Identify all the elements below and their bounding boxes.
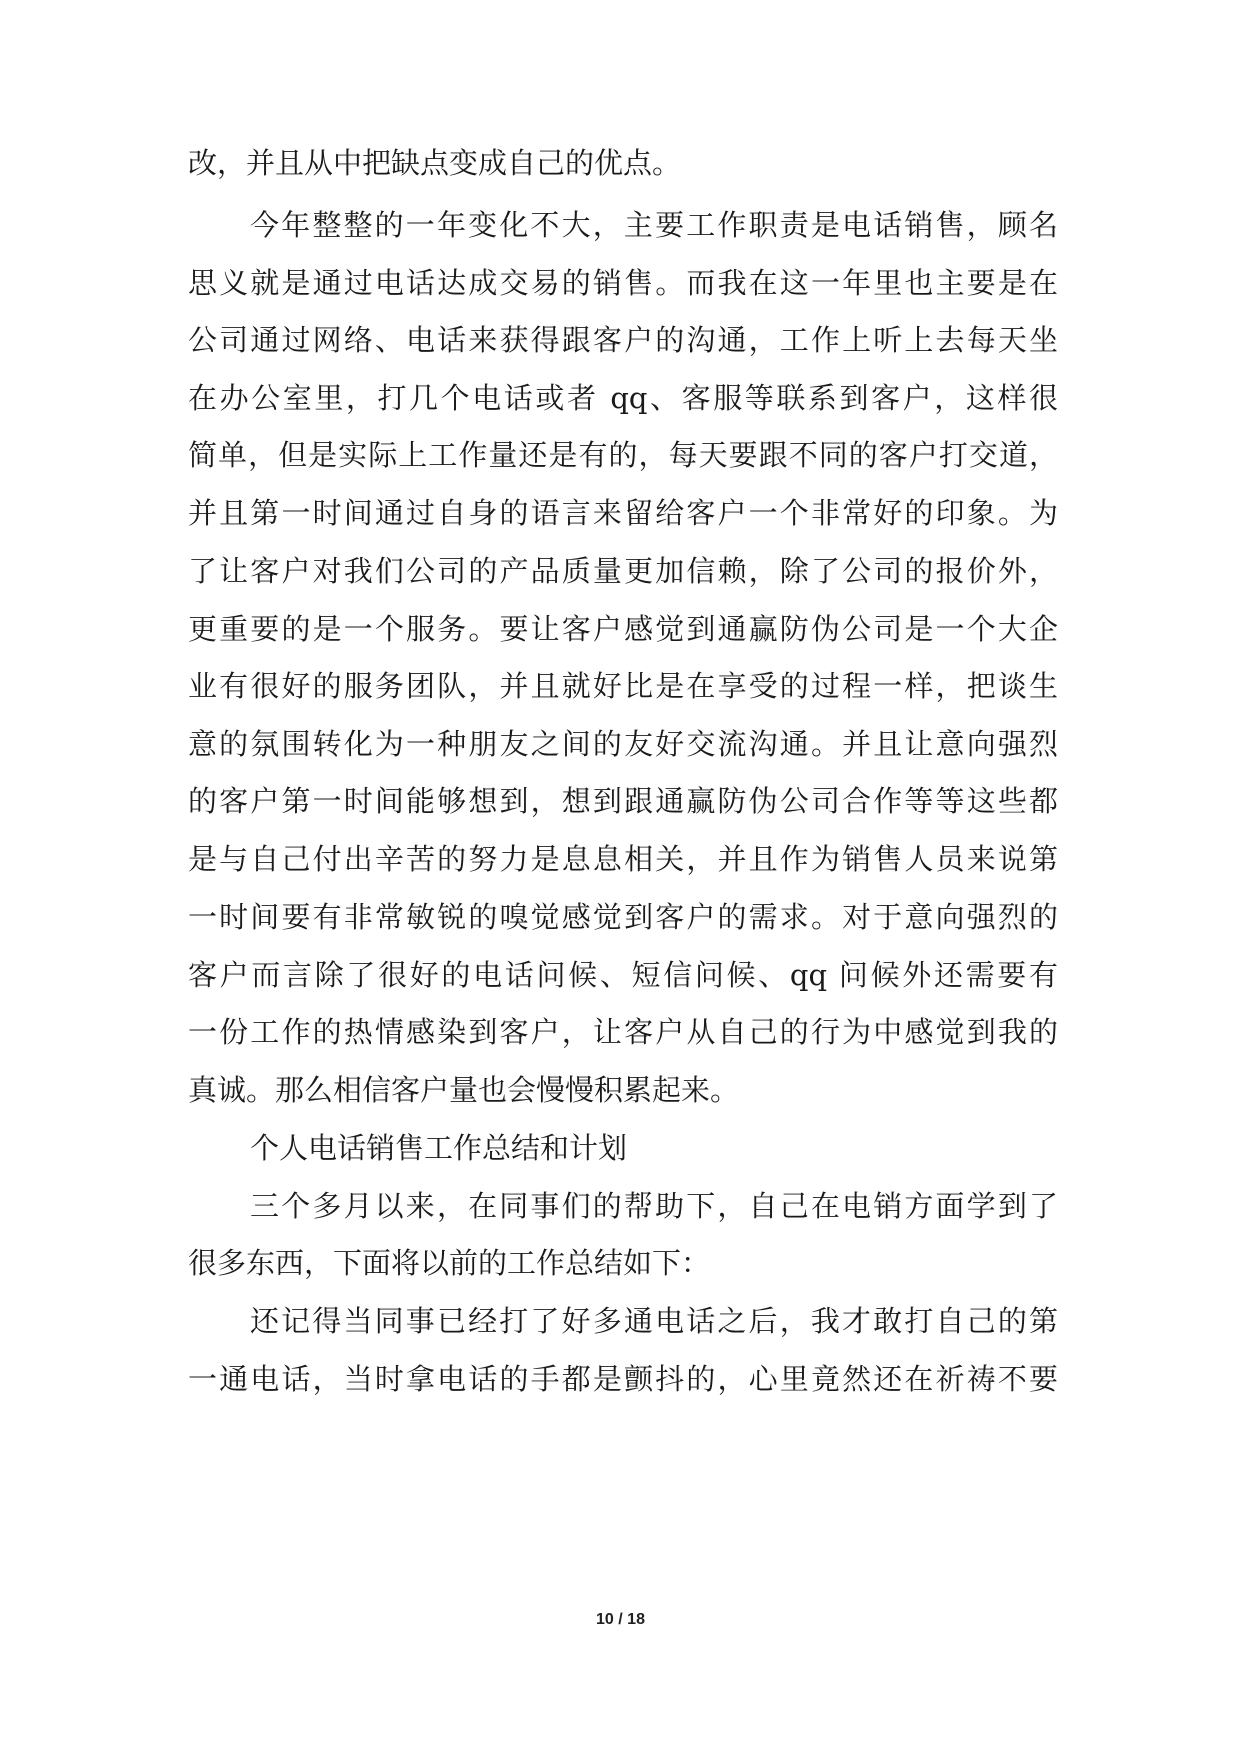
paragraph-line: 意的氛围转化为一种朋友之间的友好交流沟通。并且让意向强烈 xyxy=(188,727,1058,761)
page-number: 10 / 18 xyxy=(596,1611,645,1628)
paragraph-line: 并且第一时间通过自身的语言来留给客户一个非常好的印象。为 xyxy=(188,496,1058,530)
paragraph-line: 改，并且从中把缺点变成自己的优点。 xyxy=(188,146,682,180)
section-heading: 个人电话销售工作总结和计划 xyxy=(250,1131,628,1165)
paragraph-line: 还记得当同事已经打了好多通电话之后，我才敢打自己的第 xyxy=(250,1304,1058,1338)
paragraph-line: 一份工作的热情感染到客户，让客户从自己的行为中感觉到我的 xyxy=(188,1015,1058,1049)
paragraph-line: 更重要的是一个服务。要让客户感觉到通赢防伪公司是一个大企 xyxy=(188,612,1058,646)
paragraph-line: 真诚。那么相信客户量也会慢慢积累起来。 xyxy=(188,1073,740,1107)
paragraph-line: 公司通过网络、电话来获得跟客户的沟通，工作上听上去每天坐 xyxy=(188,323,1058,357)
paragraph-line: 客户而言除了很好的电话问候、短信问候、qq 问候外还需要有 xyxy=(188,958,1058,992)
paragraph-line: 今年整整的一年变化不大，主要工作职责是电话销售，顾名 xyxy=(250,208,1058,242)
paragraph-line: 了让客户对我们公司的产品质量更加信赖，除了公司的报价外， xyxy=(188,554,1058,588)
paragraph-line: 三个多月以来，在同事们的帮助下，自己在电销方面学到了 xyxy=(250,1189,1058,1223)
paragraph-line: 很多东西，下面将以前的工作总结如下： xyxy=(188,1246,711,1280)
paragraph-line: 一时间要有非常敏锐的嗅觉感觉到客户的需求。对于意向强烈的 xyxy=(188,900,1058,934)
paragraph-line: 在办公室里，打几个电话或者 qq、客服等联系到客户，这样很 xyxy=(188,381,1058,415)
paragraph-line: 一通电话，当时拿电话的手都是颤抖的，心里竟然还在祈祷不要 xyxy=(188,1362,1058,1396)
paragraph-line: 简单，但是实际上工作量还是有的，每天要跟不同的客户打交道， xyxy=(188,438,1058,472)
paragraph-line: 思义就是通过电话达成交易的销售。而我在这一年里也主要是在 xyxy=(188,266,1058,300)
paragraph-line: 是与自己付出辛苦的努力是息息相关，并且作为销售人员来说第 xyxy=(188,842,1058,876)
paragraph-line: 业有很好的服务团队，并且就好比是在享受的过程一样，把谈生 xyxy=(188,669,1058,703)
paragraph-line: 的客户第一时间能够想到，想到跟通赢防伪公司合作等等这些都 xyxy=(188,784,1058,818)
